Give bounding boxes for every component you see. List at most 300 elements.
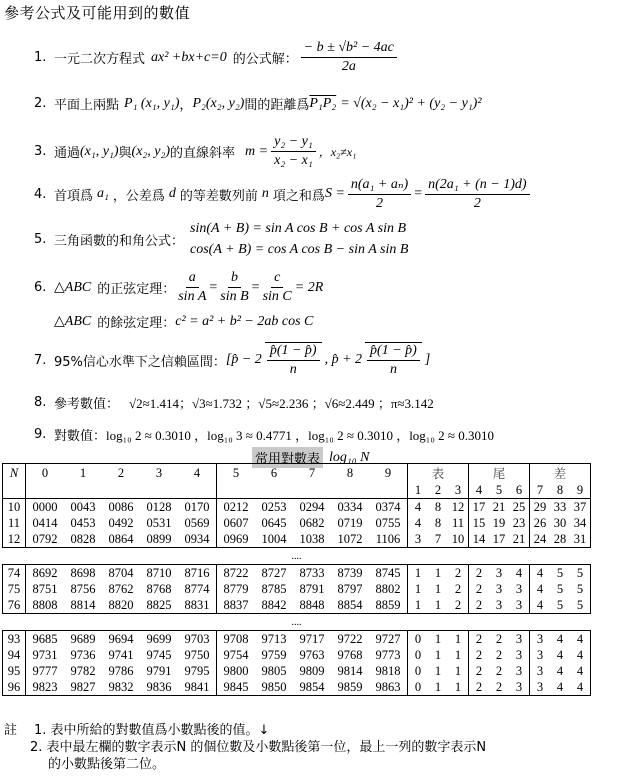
log-value: 8785 xyxy=(261,581,287,596)
log-value: 9703 xyxy=(178,631,217,648)
log-value: 0531 xyxy=(146,515,172,530)
diff-value: 4 xyxy=(570,631,591,648)
log-value: 9768 xyxy=(337,647,363,662)
table-row xyxy=(3,647,591,663)
diff-value: 15 xyxy=(469,515,490,531)
quadratic-equation: ax² +bx+c=0 xyxy=(151,49,227,65)
fraction-numerator: y₂ − y₁ xyxy=(271,134,316,152)
log-value: 0212 xyxy=(217,499,256,516)
item-text-2: 間的距離爲 xyxy=(244,98,310,113)
column-header-blank xyxy=(64,482,102,499)
diff-value: 2 xyxy=(495,663,503,678)
column-header: 6 xyxy=(255,464,293,483)
diff-value: 10 xyxy=(448,531,469,548)
log-value: 0792 xyxy=(26,531,65,548)
diff-value: 3 xyxy=(408,531,429,548)
table-row xyxy=(3,663,591,679)
column-header-blank xyxy=(217,482,256,499)
column-header-blank xyxy=(140,482,178,499)
log-value: 9694 xyxy=(102,631,140,648)
log-value: 9859 xyxy=(331,679,369,696)
diff-value: 3 xyxy=(489,597,509,614)
item-number: 2. xyxy=(34,96,47,111)
table-row xyxy=(3,565,591,582)
log-value: 9699 xyxy=(140,631,178,648)
fraction-numerator: n(a₁ + aₙ) xyxy=(348,176,411,195)
log-value: 9731 xyxy=(26,647,65,663)
diff-value: 8 xyxy=(428,499,448,516)
diff-value: 0 xyxy=(408,679,429,696)
diff-value: 1 xyxy=(408,597,429,614)
ci-middle: , p̂ + 2 xyxy=(324,352,363,367)
log-value: 9805 xyxy=(261,663,287,678)
row-n: 95 xyxy=(3,663,26,679)
log-value: 8791 xyxy=(299,581,325,596)
diff-value: 1 xyxy=(428,631,448,648)
item-text-4: 項之和爲 xyxy=(272,188,325,204)
diff-value: 8 xyxy=(434,515,442,530)
diff-value: 4 xyxy=(550,631,570,648)
diff-value: 21 xyxy=(489,499,509,516)
log-value: 8745 xyxy=(369,565,408,582)
row-n: 75 xyxy=(3,581,26,597)
diff-value: 3 xyxy=(530,663,551,679)
sine-ratio-c xyxy=(263,270,292,305)
fraction-numerator: a xyxy=(186,270,199,288)
sum-fraction-2 xyxy=(425,177,529,212)
diff-value: 4 xyxy=(509,565,530,582)
log-value: 8859 xyxy=(369,597,408,614)
log-value: 8710 xyxy=(140,565,178,582)
diff-value: 29 xyxy=(530,499,551,516)
formula-slope xyxy=(34,134,356,169)
diff-value: 7 xyxy=(428,531,448,548)
log-value: 9713 xyxy=(255,631,293,648)
column-header: 2 xyxy=(102,464,140,483)
diff-column-header: 7 xyxy=(530,482,551,499)
log-value: 9717 xyxy=(293,631,331,648)
item-text: 對數值： xyxy=(54,429,107,444)
log-value: 8698 xyxy=(64,565,102,582)
column-header-blank xyxy=(369,482,408,499)
diff-value: 5 xyxy=(570,565,591,582)
diff-value: 2 xyxy=(469,647,490,663)
diff-value: 2 xyxy=(469,597,490,614)
column-header: 7 xyxy=(293,464,331,483)
log-value: 8768 xyxy=(146,581,172,596)
diff-value: 28 xyxy=(550,531,570,548)
log-value: 1038 xyxy=(293,531,331,548)
n-header-blank xyxy=(3,482,26,499)
diff-value: 4 xyxy=(408,515,429,531)
log-value: 9818 xyxy=(375,663,401,678)
item-number: 5. xyxy=(34,231,47,247)
fraction-denominator: sin A xyxy=(178,289,207,304)
diff-value: 2 xyxy=(489,631,509,648)
log-value: 0253 xyxy=(255,499,293,516)
diff-group-header: 尾 xyxy=(469,464,530,483)
item-number: 4. xyxy=(34,186,47,202)
table-row xyxy=(3,597,591,614)
diff-value: 1 xyxy=(428,679,448,696)
diff-value: 3 xyxy=(530,647,551,663)
column-header-blank xyxy=(331,482,369,499)
diff-value: 1 xyxy=(434,647,442,662)
diff-value: 14 xyxy=(469,531,490,548)
fraction-numerator: p̂(1 − p̂) xyxy=(367,343,420,361)
point-1: (x₁, y₁) xyxy=(80,143,119,159)
diff-value: 1 xyxy=(448,679,469,696)
formula-arithmetic-sum xyxy=(34,176,533,212)
equals-sign: = xyxy=(414,186,423,201)
diff-value: 5 xyxy=(550,597,570,614)
log-value: 9763 xyxy=(299,647,325,662)
log-value: 0000 xyxy=(26,499,65,516)
item-text: 95%信心水準下之信賴區間： xyxy=(54,354,226,370)
fraction-denominator: 2 xyxy=(376,196,384,211)
log-value: 0086 xyxy=(102,499,140,516)
log-value: 8751 xyxy=(26,581,65,597)
diff-value: 4 xyxy=(530,565,551,582)
cosine-law-expression: c² = a² + b² − 2ab cos C xyxy=(175,313,314,329)
quadratic-fraction xyxy=(301,40,397,75)
row-n: 96 xyxy=(3,679,26,696)
note-1: 1. 表中所給的對數值爲小數點後的值。↓ xyxy=(34,723,270,738)
log-table-math: log₁₀ N xyxy=(329,449,370,465)
diff-value: 5 xyxy=(570,597,591,614)
reference-values-list: √2≈1.414；√3≈1.732 ；√5≈2.236 ；√6≈2.449 ；π≈3.142 xyxy=(129,396,434,411)
log-value: 9782 xyxy=(70,663,96,678)
diff-value: 12 xyxy=(448,499,469,516)
item-number: 3. xyxy=(34,144,47,159)
item-text: 首項爲 xyxy=(54,188,94,204)
item-number: 1. xyxy=(34,50,47,65)
diff-value: 1 xyxy=(454,663,462,678)
fraction-denominator: 2 xyxy=(473,195,481,211)
table-row xyxy=(3,531,591,548)
first-term: a₁ xyxy=(97,186,109,201)
diff-value: 3 xyxy=(515,581,523,596)
and-text: 與 xyxy=(118,146,132,161)
diff-value: 4 xyxy=(556,663,564,678)
ci-right: ] xyxy=(424,352,431,367)
log-value: 8808 xyxy=(26,597,65,614)
fraction-denominator: 2a xyxy=(341,59,356,74)
diff-value: 3 xyxy=(530,631,551,648)
distance-expression: = √(x₂ − x₁)² + (y₂ − y₁)² xyxy=(340,95,482,111)
diff-value: 21 xyxy=(509,531,530,548)
column-header: 3 xyxy=(140,464,178,483)
table-row xyxy=(3,679,591,696)
column-header: 8 xyxy=(331,464,369,483)
diff-value: 4 xyxy=(550,679,570,696)
log-value: 8692 xyxy=(26,565,65,582)
diff-column-header: 2 xyxy=(434,482,442,497)
log-value: 0043 xyxy=(64,499,102,516)
row-n: 93 xyxy=(3,631,26,648)
diff-value: 4 xyxy=(556,647,564,662)
diff-value: 37 xyxy=(570,499,591,516)
formula-distance xyxy=(34,94,482,113)
item-number: 8. xyxy=(34,395,47,410)
log-table xyxy=(2,463,591,696)
ci-left: [p̂ − 2 xyxy=(225,352,262,367)
fraction-numerator: n(2a₁ + (n − 1)d) xyxy=(425,177,529,195)
log-value: 8814 xyxy=(64,597,102,614)
log-value: 0828 xyxy=(64,531,102,548)
diff-value: 17 xyxy=(469,499,490,516)
item-text: 一元二次方程式 xyxy=(54,52,146,67)
row-n: 12 xyxy=(3,531,26,548)
diff-value: 1 xyxy=(434,581,442,596)
diff-value: 0 xyxy=(408,631,429,648)
log-table-title: 常用對數表 xyxy=(252,447,323,468)
diff-column-header: 3 xyxy=(454,482,462,497)
diff-value: 1 xyxy=(434,663,442,678)
log-value: 8831 xyxy=(178,597,217,614)
formula-confidence-interval xyxy=(34,342,430,378)
ci-sqrt-1 xyxy=(265,342,322,378)
item-text: 的餘弦定理： xyxy=(97,316,176,331)
slope-fraction xyxy=(271,134,316,169)
fraction-denominator: n xyxy=(289,362,297,377)
ellipsis-row xyxy=(3,548,591,565)
log-value: 0682 xyxy=(299,515,325,530)
fraction-denominator: sin B xyxy=(220,289,249,304)
diff-value: 3 xyxy=(509,597,530,614)
log-value: 8797 xyxy=(337,581,363,596)
item-number: 9. xyxy=(34,427,47,442)
formula-angle-sum xyxy=(34,218,408,260)
cos-sum-formula: cos(A + B) = cos A cos B − sin A sin B xyxy=(190,242,409,257)
log-value: 0334 xyxy=(331,499,369,516)
item-text: 平面上兩點 xyxy=(54,98,120,113)
diff-value: 3 xyxy=(515,663,523,678)
log-value: 9836 xyxy=(140,679,178,696)
diff-value: 2 xyxy=(469,679,490,696)
log-value: 9795 xyxy=(184,663,210,678)
log-value: 9791 xyxy=(146,663,172,678)
log-value: 8842 xyxy=(255,597,293,614)
diff-value: 2 xyxy=(489,679,509,696)
fraction-numerator: − b ± √b² − 4ac xyxy=(301,40,397,58)
diff-value: 2 xyxy=(469,631,490,648)
log-value: 8722 xyxy=(217,565,256,582)
log-value: 8733 xyxy=(293,565,331,582)
log-value: 9850 xyxy=(255,679,293,696)
diff-value: 4 xyxy=(530,597,551,614)
n-header: N xyxy=(3,464,26,483)
separator: ， xyxy=(179,98,193,113)
diff-value: 1 xyxy=(428,565,448,582)
diff-value: 1 xyxy=(428,597,448,614)
diff-value: 4 xyxy=(408,499,429,516)
diff-value: 5 xyxy=(556,581,564,596)
diff-value: 11 xyxy=(451,515,465,530)
log-value: 0294 xyxy=(293,499,331,516)
sine-ratio-b xyxy=(220,270,248,305)
log-value: 9777 xyxy=(26,663,65,679)
item-text-2: 的直線斜率 xyxy=(170,146,236,161)
diff-value: 24 xyxy=(530,531,551,548)
log-value: 9809 xyxy=(299,663,325,678)
point-2: (x₂, y₂) xyxy=(131,143,171,159)
log-value: 0864 xyxy=(102,531,140,548)
column-header: 9 xyxy=(369,464,408,483)
diff-column-header: 4 xyxy=(469,482,490,499)
log-value: 9685 xyxy=(26,631,65,648)
column-header: 0 xyxy=(26,464,65,483)
log-value: 1004 xyxy=(255,531,293,548)
log-value: 9689 xyxy=(64,631,102,648)
log-value: 8716 xyxy=(178,565,217,582)
sin-sum-formula: sin(A + B) = sin A cos B + cos A sin B xyxy=(190,221,407,236)
triangle-abc: △ABC xyxy=(54,280,92,295)
log-value: 1106 xyxy=(369,531,408,548)
notes-label: 註 xyxy=(4,723,18,738)
sum-fraction-1 xyxy=(348,176,411,212)
diff-column-header: 9 xyxy=(570,482,591,499)
diff-value: 3 xyxy=(509,631,530,648)
log-value: 0170 xyxy=(178,499,217,516)
log-value: 9745 xyxy=(146,647,172,662)
column-header-blank xyxy=(255,482,293,499)
log-value: 9823 xyxy=(26,679,65,696)
log-value: 8727 xyxy=(255,565,293,582)
log-value: 8848 xyxy=(293,597,331,614)
log-value: 9722 xyxy=(331,631,369,648)
log-value: 9854 xyxy=(293,679,331,696)
log-value: 9845 xyxy=(217,679,256,696)
diff-value: 34 xyxy=(570,515,591,531)
column-header-blank xyxy=(178,482,217,499)
column-header: 5 xyxy=(217,464,256,483)
log-value: 1072 xyxy=(331,531,369,548)
log-value: 9736 xyxy=(70,647,96,662)
diff-value: 5 xyxy=(550,565,570,582)
log-value: 0645 xyxy=(261,515,287,530)
diff-value: 26 xyxy=(530,515,551,531)
log-value: 0934 xyxy=(178,531,217,548)
diff-value: 4 xyxy=(570,679,591,696)
log-value: 9750 xyxy=(184,647,210,662)
item-number: 6. xyxy=(34,280,47,295)
column-header-blank xyxy=(26,482,65,499)
item-text: 參考數值： xyxy=(54,397,120,412)
slope-condition: ，x₂≠x₁ xyxy=(318,145,357,159)
header-row xyxy=(3,464,591,483)
diff-column-header: 5 xyxy=(495,482,503,497)
sine-ratio-a xyxy=(178,270,206,305)
log-value: 8820 xyxy=(102,597,140,614)
point-p2: P₂(x₂, y₂) xyxy=(192,95,245,111)
column-header-blank xyxy=(293,482,331,499)
ci-sqrt-2 xyxy=(365,342,422,378)
note-2: 2. 表中最左欄的數字表示N 的個位數及小數點後第一位，最上一列的數字表示N xyxy=(30,740,487,755)
diff-value: 0 xyxy=(408,663,429,679)
page-title: 參考公式及可能用到的數值 xyxy=(4,4,191,22)
log-value: 9727 xyxy=(369,631,408,648)
diff-column-header: 1 xyxy=(408,482,429,499)
log-value: 9759 xyxy=(261,647,287,662)
item-text: 三角函數的和角公式： xyxy=(54,233,185,249)
log-value: 9800 xyxy=(217,663,256,679)
segment-p1p2: P₁P₂ xyxy=(309,95,337,111)
fraction-numerator: p̂(1 − p̂) xyxy=(267,343,320,361)
diff-value: 3 xyxy=(489,565,509,582)
diff-value: 0 xyxy=(408,647,429,663)
diff-value: 3 xyxy=(495,581,503,596)
column-header: 4 xyxy=(178,464,217,483)
table-row xyxy=(3,515,591,531)
diff-value: 1 xyxy=(454,647,462,662)
triangle-abc: △ABC xyxy=(54,314,92,329)
item-text-2: 的公式解： xyxy=(232,52,298,67)
diff-value: 19 xyxy=(492,515,506,530)
diff-value: 4 xyxy=(570,663,591,679)
point-p1: P₁ (x₁, y₁) xyxy=(124,95,180,111)
table-row xyxy=(3,581,591,597)
ellipsis: .... xyxy=(291,616,302,628)
diff-value: 31 xyxy=(570,531,591,548)
diff-value: 3 xyxy=(530,679,551,696)
diff-value: 33 xyxy=(550,499,570,516)
item-text: 的正弦定理： xyxy=(97,282,176,297)
log-value: 8774 xyxy=(184,581,210,596)
fraction-numerator: b xyxy=(228,270,241,288)
diff-column-header: 6 xyxy=(515,482,523,497)
log-value: 9741 xyxy=(108,647,134,662)
log-value: 8854 xyxy=(331,597,369,614)
log-value: 0719 xyxy=(337,515,363,530)
diff-value: 4 xyxy=(570,647,591,663)
diff-group-header: 差 xyxy=(530,464,591,483)
common-difference: d xyxy=(168,186,176,201)
row-n: 11 xyxy=(3,515,26,531)
item-text-2: ，公差爲 xyxy=(112,188,165,204)
row-n: 10 xyxy=(3,499,26,516)
diff-value: 23 xyxy=(512,515,526,530)
table-row xyxy=(3,631,591,648)
formula-sine-law xyxy=(34,270,323,305)
log-value: 8837 xyxy=(217,597,256,614)
log-value: 9827 xyxy=(64,679,102,696)
sum-s: S = xyxy=(324,186,345,201)
diff-value: 2 xyxy=(448,597,469,614)
angle-sum-lines xyxy=(190,218,408,260)
diff-value: 30 xyxy=(553,515,567,530)
row-n: 94 xyxy=(3,647,26,663)
log-value: 0569 xyxy=(184,515,210,530)
equals-sign: = xyxy=(209,279,218,295)
notes xyxy=(4,722,486,773)
log-value: 0414 xyxy=(26,515,65,531)
log-value: 0755 xyxy=(375,515,401,530)
log-value: 8739 xyxy=(331,565,369,582)
diff-column-header: 8 xyxy=(556,482,564,497)
log-value: 8756 xyxy=(70,581,96,596)
note-2-continued: 的小數點後第二位。 xyxy=(48,757,166,772)
log-value: 9754 xyxy=(217,647,256,663)
log-value: 0453 xyxy=(70,515,96,530)
row-n: 76 xyxy=(3,597,26,614)
diff-value: 2 xyxy=(469,663,490,679)
log-value: 8802 xyxy=(375,581,401,596)
log-value: 8704 xyxy=(102,565,140,582)
diff-value: 1 xyxy=(448,631,469,648)
ellipsis: .... xyxy=(291,550,302,562)
diff-header-row xyxy=(3,482,591,499)
